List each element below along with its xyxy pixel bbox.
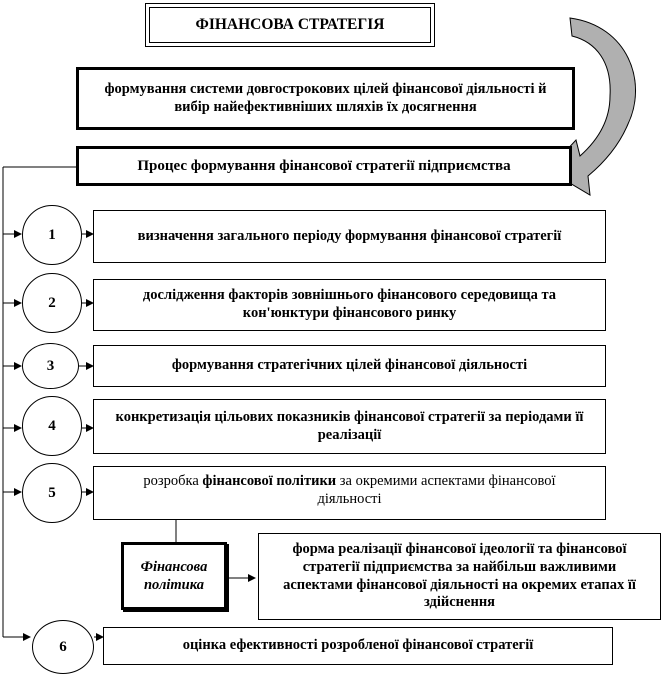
financial-policy-box: Фінансова політика xyxy=(121,542,227,610)
step-5-emphasis: фінансової політики xyxy=(202,473,337,489)
step-5-text-start: розробка xyxy=(143,473,203,489)
strategy-definition-box: формування системи довгострокових цілей фінансової діяльності й вибір найефективніших шляхів їх досягнення xyxy=(76,67,575,130)
step-5-circle: 5 xyxy=(22,463,82,523)
step-4-circle: 4 xyxy=(22,396,82,456)
step-5-text-end: за окремими аспектами фінансової діяльності xyxy=(317,473,556,507)
step-4-box: конкретизація цільових показників фінансової стратегії за періодами її реалізації xyxy=(93,399,606,454)
process-title-box: Процес формування фінансової стратегії підприємства xyxy=(76,146,572,186)
step-2-box: дослідження факторів зовнішнього фінансового середовища та кон'юнктури фінансового ринку xyxy=(93,279,606,331)
step-2-circle: 2 xyxy=(22,273,82,333)
step-1-circle: 1 xyxy=(22,205,82,265)
title-frame xyxy=(145,3,435,47)
step-5-box xyxy=(93,466,606,520)
step-6-circle: 6 xyxy=(32,620,94,674)
step-1-box: визначення загального періоду формування фінансової стратегії xyxy=(93,210,606,263)
step-3-circle: 3 xyxy=(22,343,79,389)
diagram-title: ФІНАНСОВА СТРАТЕГІЯ xyxy=(149,7,431,43)
step-3-box: формування стратегічних цілей фінансової діяльності xyxy=(93,345,606,387)
step-6-box: оцінка ефективності розробленої фінансової стратегії xyxy=(103,627,613,665)
policy-definition-box: форма реалізації фінансової ідеології та фінансової стратегії підприємства за найбільш важливими аспектами фінансової діяльності на окремих етапах її здійснення xyxy=(258,533,661,620)
